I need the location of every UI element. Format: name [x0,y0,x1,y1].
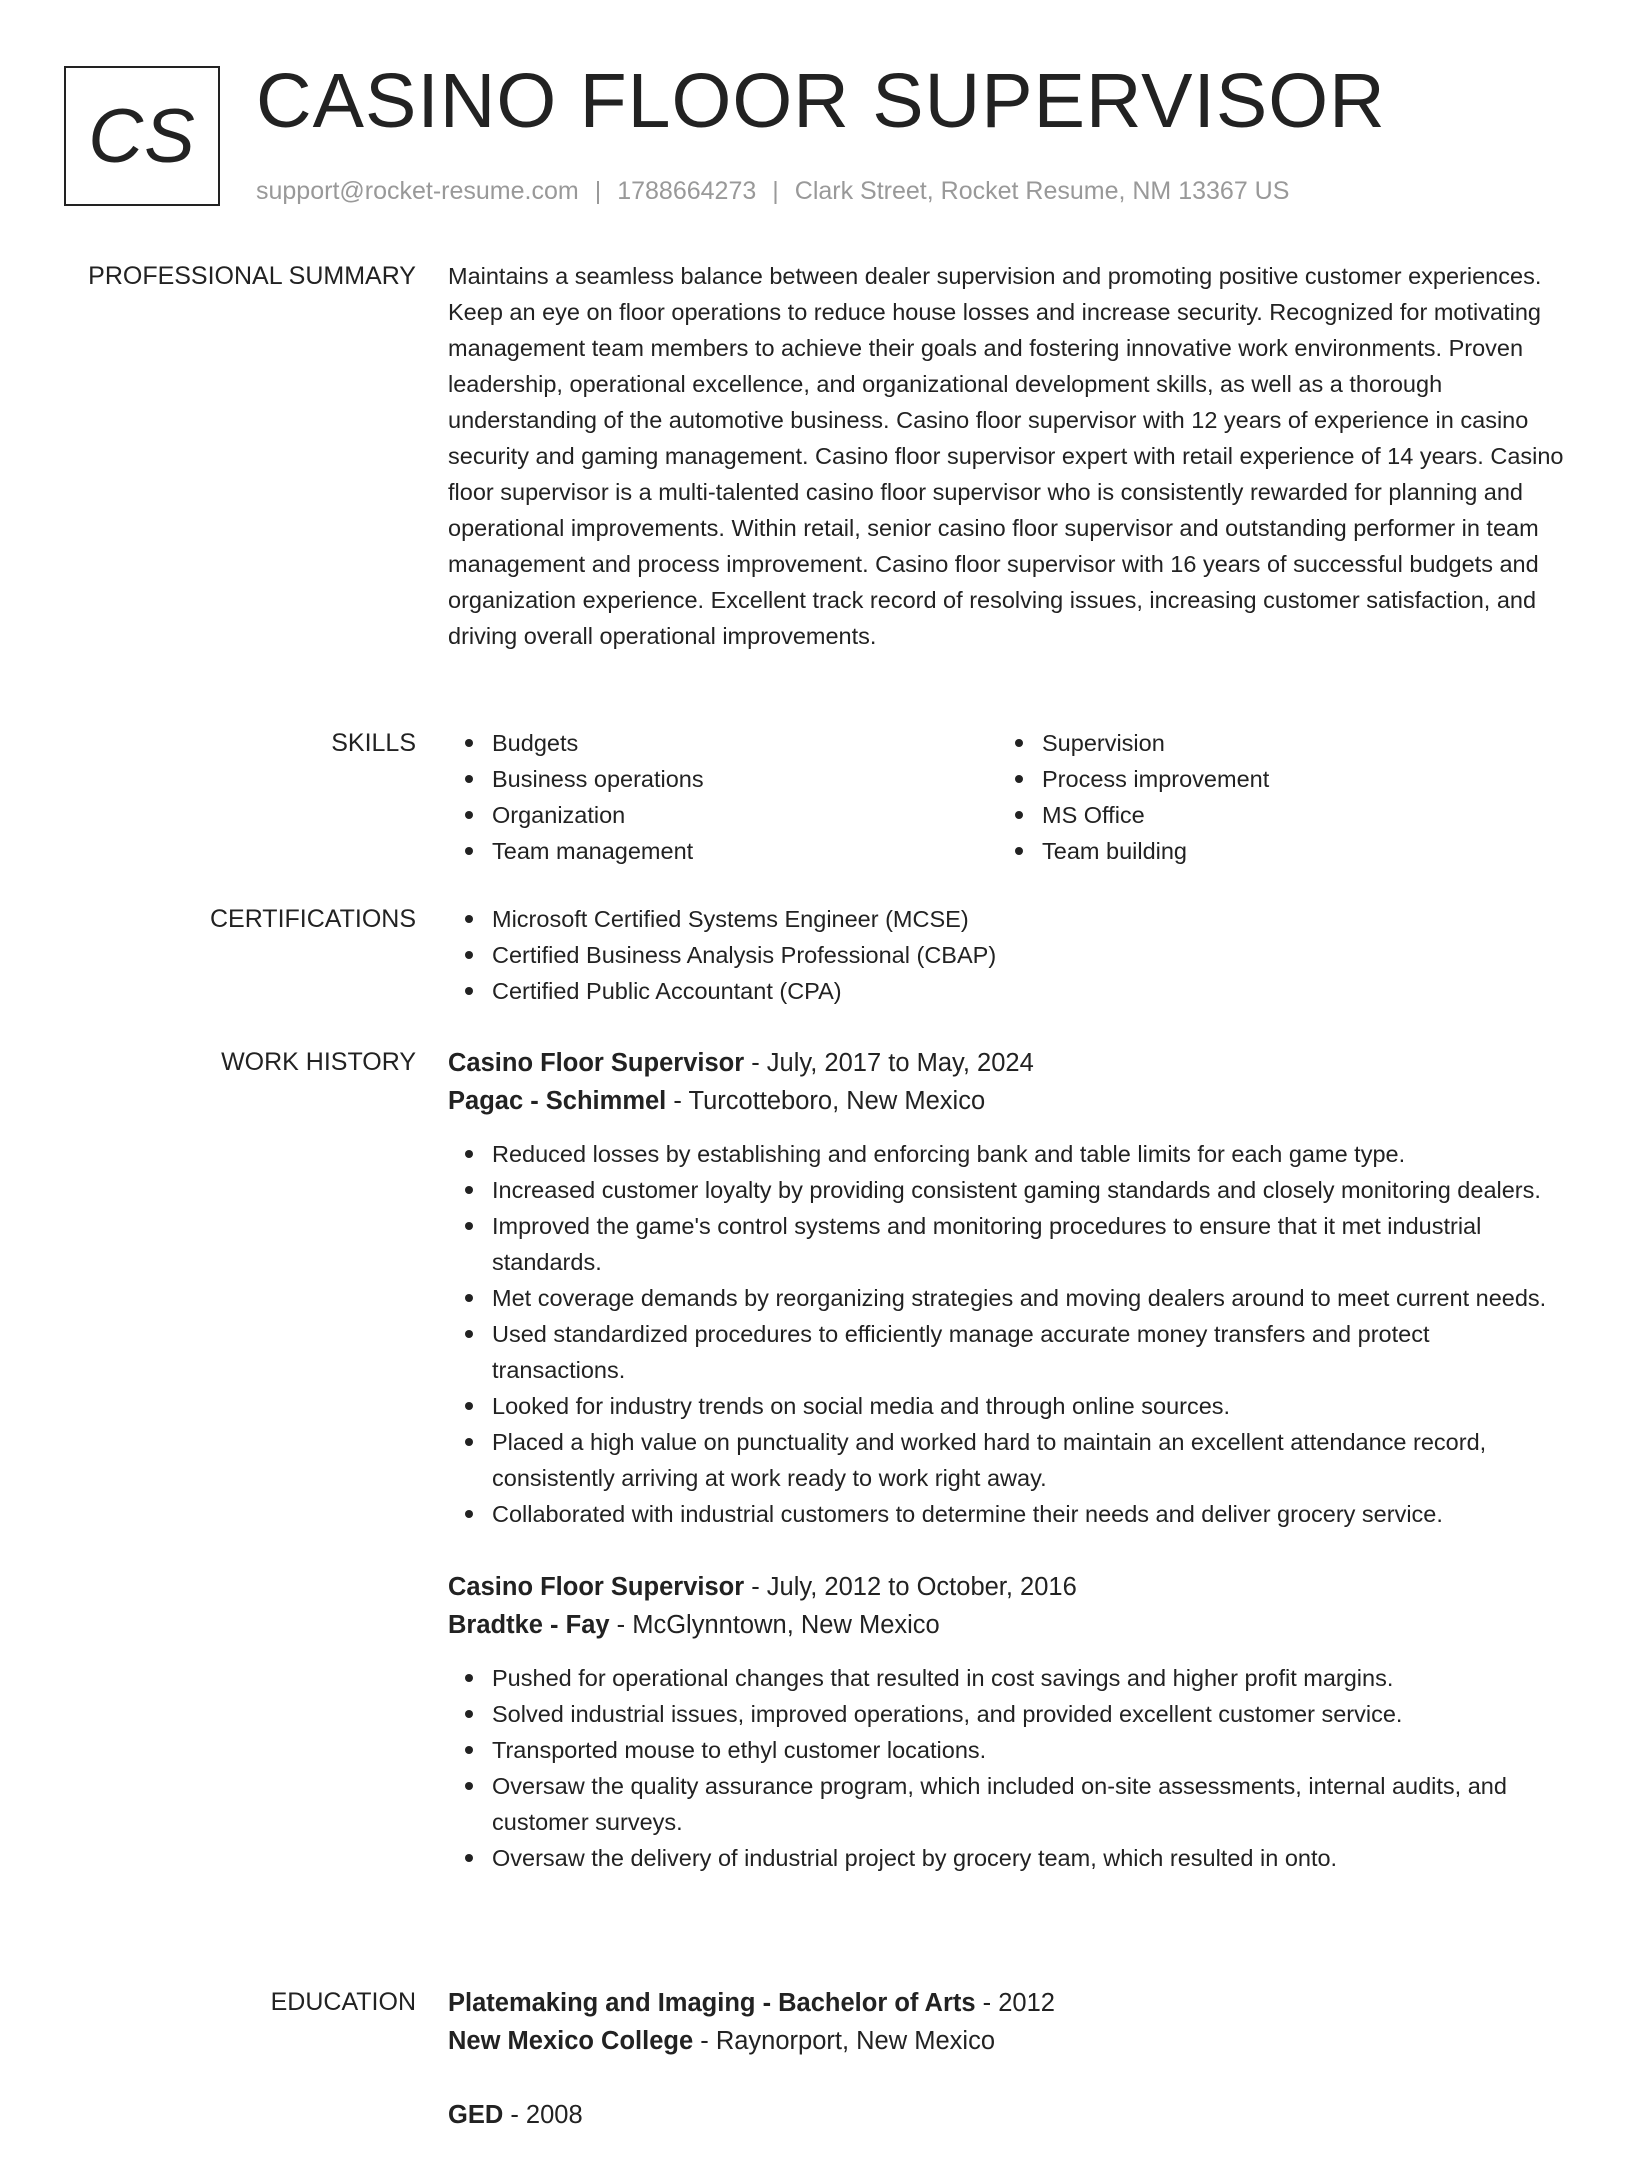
certifications-heading: CERTIFICATIONS [209,905,416,933]
job-bullet: Met coverage demands by reorganizing strategies and moving dealers around to meet current needs. [492,1280,1568,1316]
contact-address: Clark Street, Rocket Resume, NM 13367 US [794,177,1290,205]
contact-separator: | [594,177,602,205]
job-location: - Turcotteboro, New Mexico [666,1087,986,1115]
job-role: Casino Floor Supervisor [448,1049,745,1077]
skill-item: Organization [492,797,998,833]
job-role: Casino Floor Supervisor [448,1573,745,1601]
job-bullet: Transported mouse to ethyl customer locations. [492,1732,1568,1768]
job-bullet: Used standardized procedures to efficiently manage accurate money transfers and protect transactions. [492,1316,1568,1388]
monogram-logo: CS [64,66,220,206]
education-year: - 2008 [503,2101,583,2129]
job-company-line [448,1082,1568,1120]
job-location: - McGlynntown, New Mexico [609,1611,940,1639]
education-degree-line [448,1984,1568,2022]
job-company: Bradtke - Fay [448,1611,610,1639]
education-body [448,1984,1568,2170]
job-bullets [448,1136,1568,1532]
summary-body [448,258,1568,654]
skills-list-left [448,725,998,869]
education-year: - 2012 [975,1989,1055,2017]
job-bullet: Oversaw the delivery of industrial project by grocery team, which resulted in onto. [492,1840,1568,1876]
job-bullet: Pushed for operational changes that resulted in cost savings and higher profit margins. [492,1660,1568,1696]
job-company: Pagac - Schimmel [448,1087,667,1115]
job-title-line [448,1568,1568,1606]
job-bullet: Oversaw the quality assurance program, which included on-site assessments, internal audits, and customer surveys. [492,1768,1568,1840]
skill-item: Business operations [492,761,998,797]
certification-item: Microsoft Certified Systems Engineer (MCSE) [492,901,1568,937]
skill-item: Budgets [492,725,998,761]
job-bullets [448,1660,1568,1876]
certification-item: Certified Public Accountant (CPA) [492,973,1568,1009]
job-bullet: Improved the game's control systems and monitoring procedures to ensure that it met industrial standards. [492,1208,1568,1280]
skill-item: Team building [1042,833,1548,869]
certifications-list [448,901,1568,1009]
job-bullet: Solved industrial issues, improved operations, and provided excellent customer service. [492,1696,1568,1732]
skill-item: Team management [492,833,998,869]
job-bullet: Collaborated with industrial customers to determine their needs and deliver grocery service. [492,1496,1568,1532]
education-location: - Raynorport, New Mexico [693,2027,995,2055]
job-entry [448,1044,1568,1532]
contact-line [256,174,1289,208]
contact-phone[interactable]: 1788664273 [617,177,757,205]
job-dates: - July, 2017 to May, 2024 [744,1049,1034,1077]
education-heading: EDUCATION [270,1988,416,2016]
contact-email[interactable]: support@rocket-resume.com [256,177,579,205]
job-bullet: Placed a high value on punctuality and worked hard to maintain an excellent attendance record, consistently arriving at work ready to work right away. [492,1424,1568,1496]
job-bullet: Looked for industry trends on social media and through online sources. [492,1388,1568,1424]
education-degree-line [448,2096,1568,2134]
skill-item: Supervision [1042,725,1548,761]
contact-separator: | [772,177,779,205]
job-company-line [448,1606,1568,1644]
certifications-body [448,901,1568,1009]
job-bullet: Reduced losses by establishing and enforcing bank and table limits for each game type. [492,1136,1568,1172]
skills-list-right [998,725,1548,869]
job-title-line [448,1044,1568,1082]
resume-name-title: CASINO FLOOR SUPERVISOR [256,58,1386,144]
education-school-line [448,2022,1568,2060]
education-school: New Mexico College [448,2027,694,2055]
job-entry [448,1568,1568,1876]
certification-item: Certified Business Analysis Professional (CBAP) [492,937,1568,973]
skill-item: Process improvement [1042,761,1548,797]
skills-body [448,725,1568,869]
education-degree: GED [448,2101,504,2129]
education-degree: Platemaking and Imaging - Bachelor of Arts [448,1989,976,2017]
skill-item: MS Office [1042,797,1548,833]
job-bullet: Increased customer loyalty by providing consistent gaming standards and closely monitoring dealers. [492,1172,1568,1208]
skills-heading: SKILLS [331,729,416,757]
education-entry [448,1984,1568,2060]
summary-heading: PROFESSIONAL SUMMARY [88,262,416,290]
work-history-heading: WORK HISTORY [221,1048,416,1076]
work-history-body [448,1044,1568,1912]
education-entry [448,2096,1568,2134]
summary-text: Maintains a seamless balance between dealer supervision and promoting positive customer experiences. Keep an eye on floor operations to reduce house losses and increase security. Recognized for motivating management team members to achieve their goals and fostering innovative work environments. Proven leadership, operational excellence, and organizational development skills, as well as a thorough understanding of the automotive business. Casino floor supervisor with 12 years of experience in casino security and gaming management. Casino floor supervisor expert with retail experience of 14 years. Casino floor supervisor is a multi-talented casino floor supervisor who is consistently rewarded for planning and operational improvements. Within retail, senior casino floor supervisor and outstanding performer in team management and process improvement. Casino floor supervisor with 16 years of successful budgets and organization experience. Excellent track record of resolving issues, increasing customer satisfaction, and driving overall operational improvements. [448,263,1564,649]
job-dates: - July, 2012 to October, 2016 [744,1573,1077,1601]
